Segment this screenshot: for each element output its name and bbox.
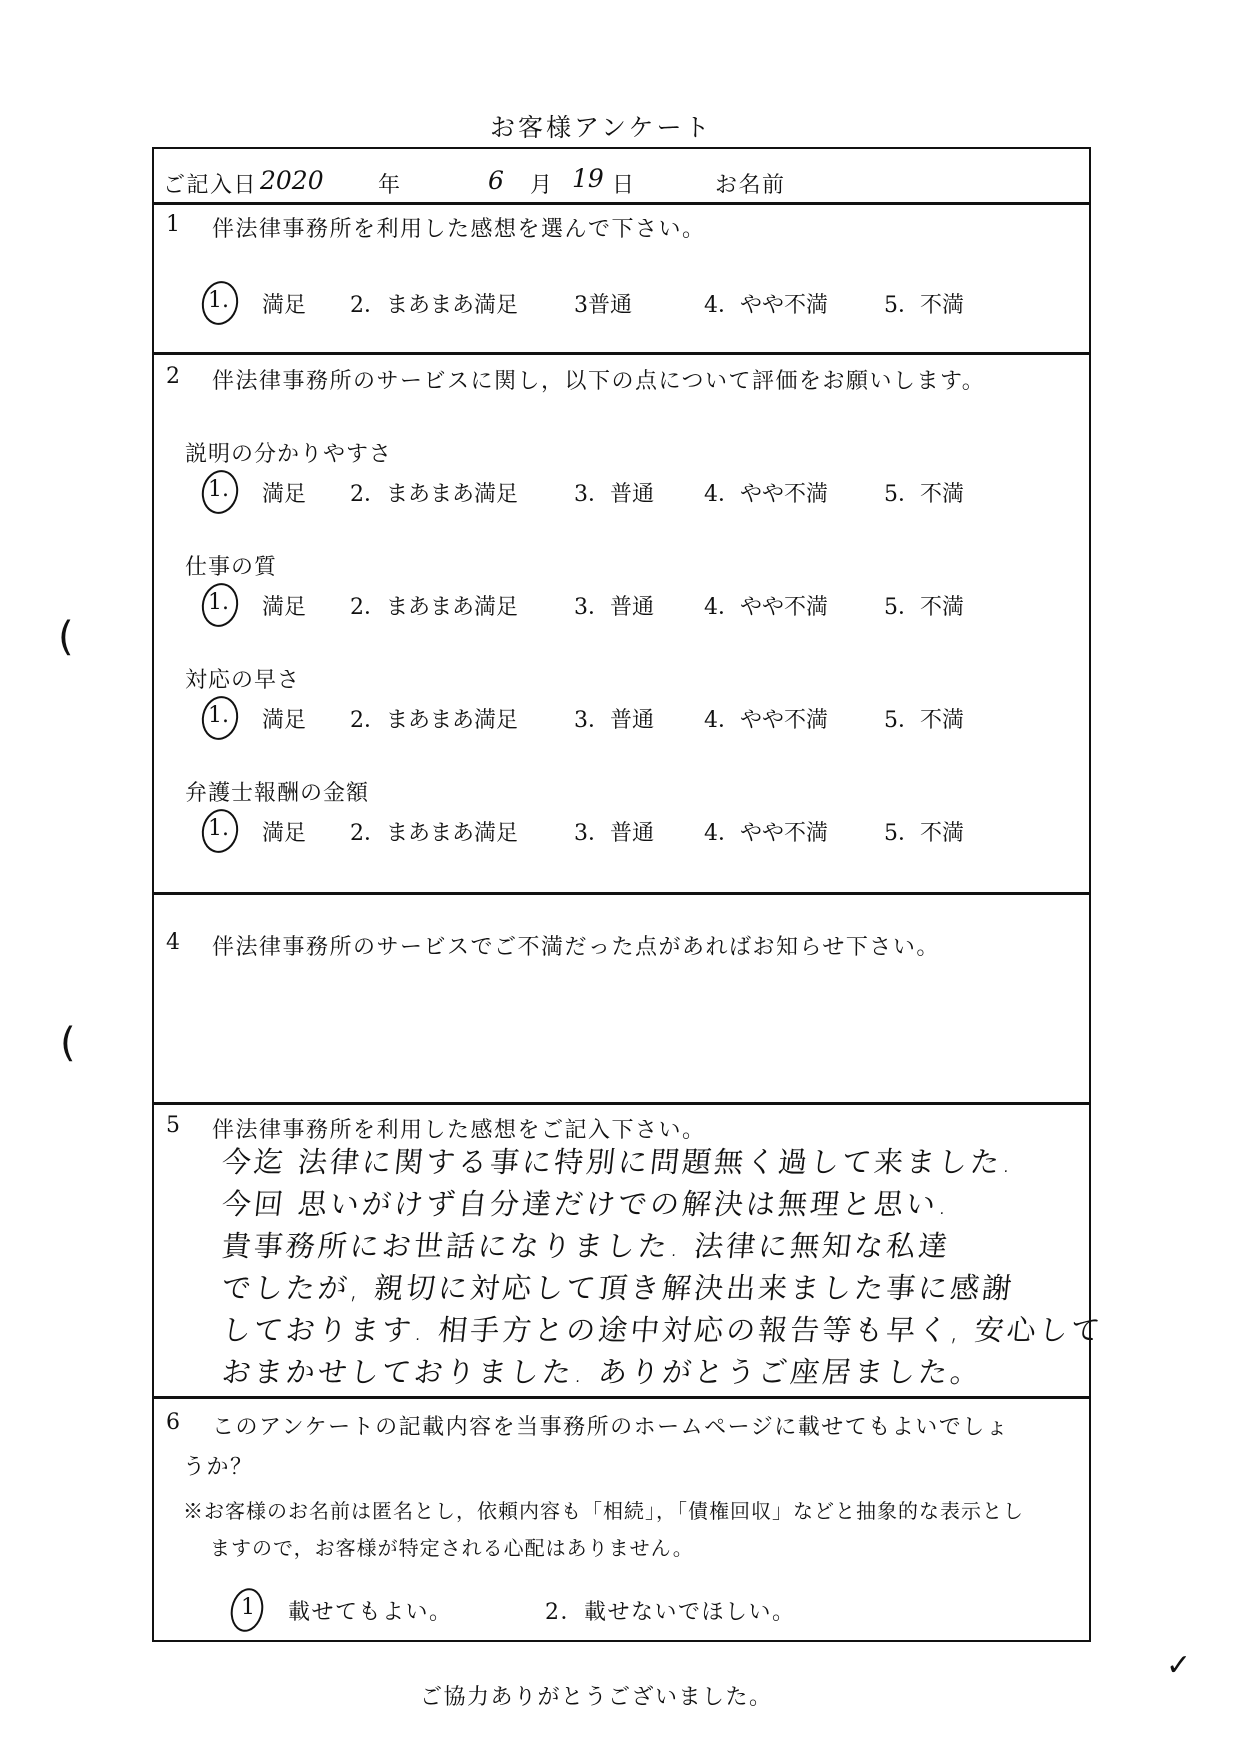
q2-question: 伴法律事務所のサービスに関し，以下の点について評価をお願いします。 <box>212 369 986 394</box>
option-2[interactable]: 2．まあまあ満足 <box>350 821 518 846</box>
option-1-number[interactable]: 1. <box>208 590 229 615</box>
option-4[interactable]: 4．やや不満 <box>704 821 828 846</box>
q1-question: 伴法律事務所を利用した感想を選んで下さい。 <box>212 217 706 242</box>
q1-option-4[interactable]: 4．やや不満 <box>704 293 828 318</box>
option-1-label[interactable]: 満足 <box>262 821 307 846</box>
option-3[interactable]: 3．普通 <box>574 708 654 733</box>
q2-number: 2 <box>166 364 182 389</box>
q2-item-explanation-label: 説明の分かりやすさ <box>185 442 393 467</box>
q2-item-speed-options <box>208 703 964 734</box>
punch-hole-mark-icon: ( <box>60 1020 76 1066</box>
form-title: お客様アンケート <box>490 113 713 142</box>
option-3[interactable]: 3．普通 <box>574 595 654 620</box>
q4-answer-area[interactable] <box>180 975 1060 1085</box>
q4-question: 伴法律事務所のサービスでご不満だった点があればお知らせ下さい。 <box>212 935 940 960</box>
q6-number: 6 <box>166 1410 182 1435</box>
punch-hole-mark-icon: ( <box>58 614 74 660</box>
divider-date-row <box>152 202 1091 205</box>
date-year-value[interactable]: 2020 <box>260 166 324 195</box>
q6-option-1-number[interactable]: 1 <box>241 1595 257 1620</box>
divider-q2 <box>152 892 1091 895</box>
date-day-label: 日 <box>612 173 636 198</box>
q6-note-line1: ※お客様のお名前は匿名とし，依頼内容も「相続」，「債権回収」などと抽象的な表示とし <box>183 1499 1024 1523</box>
q1-option-3[interactable]: 3普通 <box>574 293 632 318</box>
q5-question: 伴法律事務所を利用した感想をご記入下さい。 <box>212 1118 706 1143</box>
option-4[interactable]: 4．やや不満 <box>704 482 828 507</box>
divider-q1 <box>152 352 1091 355</box>
option-1-label[interactable]: 満足 <box>262 482 307 507</box>
q5-answer-line: おまかせしておりました. ありがとうご座居ました。 <box>220 1355 985 1389</box>
q5-number: 5 <box>166 1113 182 1138</box>
q5-answer-line: でしたが, 親切に対応して頂き解決出来ました事に感謝 <box>220 1271 1017 1305</box>
q6-question-line1: このアンケートの記載内容を当事務所のホームページに載せてもよいでしょ <box>212 1415 1010 1440</box>
q5-answer-line: 今回 思いがけず自分達だけでの解決は無理と思い. <box>220 1187 953 1221</box>
date-month-label: 月 <box>530 173 554 198</box>
divider-q4 <box>152 1102 1091 1105</box>
date-label: ご記入日 <box>163 173 258 198</box>
option-1-label[interactable]: 満足 <box>262 595 307 620</box>
option-2[interactable]: 2．まあまあ満足 <box>350 482 518 507</box>
q5-answer-area[interactable] <box>222 1140 1103 1392</box>
divider-q5 <box>152 1396 1091 1399</box>
q6-question-line2: うか？ <box>183 1455 254 1480</box>
checkmark-icon: ✓ <box>1166 1648 1192 1683</box>
q2-item-speed-label: 対応の早さ <box>185 668 301 693</box>
q4-number: 4 <box>166 930 182 955</box>
option-5[interactable]: 5．不満 <box>884 482 964 507</box>
date-month-value[interactable]: 6 <box>488 166 504 195</box>
q6-option-2[interactable]: 2．載せないでほしい。 <box>545 1600 796 1625</box>
option-5[interactable]: 5．不満 <box>884 821 964 846</box>
name-label: お名前 <box>715 173 786 198</box>
option-3[interactable]: 3．普通 <box>574 821 654 846</box>
date-year-label: 年 <box>378 173 402 198</box>
q1-option-5[interactable]: 5．不満 <box>884 293 964 318</box>
option-1-number[interactable]: 1. <box>208 703 229 728</box>
option-1-number[interactable]: 1. <box>208 477 229 502</box>
option-2[interactable]: 2．まあまあ満足 <box>350 708 518 733</box>
q5-answer-line: 今迄 法律に関する事に特別に問題無く過して来ました. <box>220 1145 1017 1179</box>
option-4[interactable]: 4．やや不満 <box>704 595 828 620</box>
option-2[interactable]: 2．まあまあ満足 <box>350 595 518 620</box>
q2-item-fee-label: 弁護士報酬の金額 <box>185 781 370 806</box>
option-5[interactable]: 5．不満 <box>884 595 964 620</box>
q6-option-1-label[interactable]: 載せてもよい。 <box>288 1600 453 1625</box>
option-5[interactable]: 5．不満 <box>884 708 964 733</box>
footer-thanks: ご協力ありがとうございました。 <box>420 1685 773 1710</box>
q2-item-quality-options <box>208 590 964 621</box>
date-day-value[interactable]: 19 <box>572 164 604 193</box>
q2-item-quality-label: 仕事の質 <box>185 555 278 580</box>
q1-option-1-number[interactable]: 1. <box>208 288 229 313</box>
q5-answer-line: 貴事務所にお世話になりました. 法律に無知な私達 <box>220 1229 953 1263</box>
q1-option-1-label[interactable]: 満足 <box>262 293 307 318</box>
q1-options <box>208 288 964 319</box>
q1-number: 1 <box>166 212 182 237</box>
option-4[interactable]: 4．やや不満 <box>704 708 828 733</box>
q1-option-2[interactable]: 2．まあまあ満足 <box>350 293 518 318</box>
option-1-label[interactable]: 満足 <box>262 708 307 733</box>
option-3[interactable]: 3．普通 <box>574 482 654 507</box>
q2-item-explanation-options <box>208 477 964 508</box>
q2-item-fee-options <box>208 816 964 847</box>
q6-note-line2: ますので，お客様が特定される心配はありません。 <box>210 1536 694 1560</box>
option-1-number[interactable]: 1. <box>208 816 229 841</box>
q5-answer-line: しております. 相手方との途中対応の報告等も早く, 安心して <box>220 1313 1105 1347</box>
